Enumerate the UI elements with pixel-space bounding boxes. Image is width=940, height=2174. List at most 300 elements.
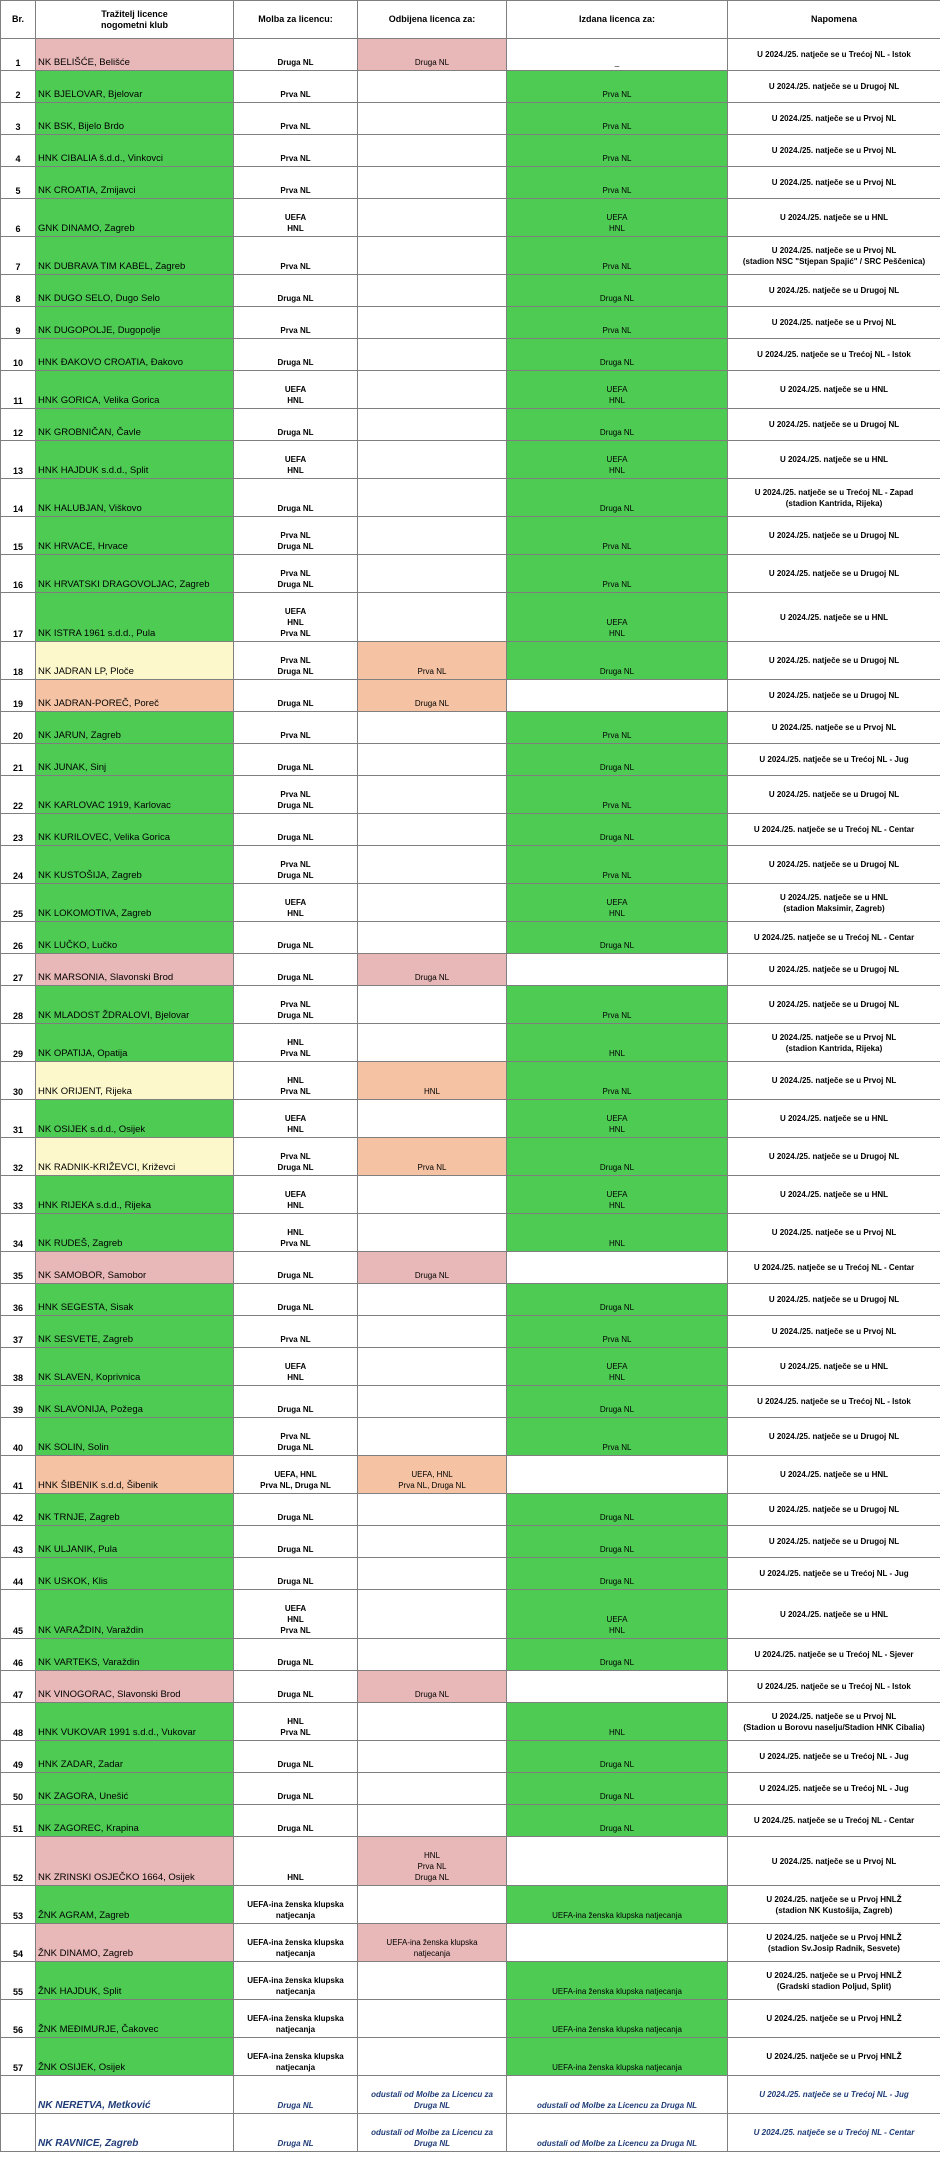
issued-license: Druga NL [507,479,728,517]
table-row [1,1962,940,2000]
rejected-license [358,517,507,555]
note: U 2024./25. natječe se u Trećoj NL - Jug [728,1773,940,1805]
note: U 2024./25. natječe se u Drugoj NL [728,517,940,555]
club-name: HNK ĐAKOVO CROATIA, Đakovo [36,339,234,371]
club-name: NK BSK, Bijelo Brdo [36,103,234,135]
applied-license: Prva NL Druga NL [234,517,358,555]
club-name: NK ULJANIK, Pula [36,1526,234,1558]
rejected-license [358,814,507,846]
note: U 2024./25. natječe se u HNL (stadion Maksimir, Zagreb) [728,884,940,922]
applied-license: Druga NL [234,1773,358,1805]
rejected-license: Druga NL [358,1671,507,1703]
applied-license: Druga NL [234,2114,358,2152]
rejected-license: Druga NL [358,680,507,712]
rejected-license [358,1316,507,1348]
note: U 2024./25. natječe se u Trećoj NL - Jug [728,744,940,776]
table-row [1,1138,940,1176]
table-row [1,1348,940,1386]
applied-license: UEFA-ina ženska klupska natjecanja [234,1962,358,2000]
issued-license [507,1837,728,1886]
note: U 2024./25. natječe se u Prvoj NL [728,1214,940,1252]
note: U 2024./25. natječe se u Drugoj NL [728,846,940,884]
rejected-license [358,1741,507,1773]
club-name: NK BJELOVAR, Bjelovar [36,71,234,103]
rejected-license: HNL [358,1062,507,1100]
row-number: 32 [1,1138,36,1176]
issued-license: Druga NL [507,1526,728,1558]
row-number: 44 [1,1558,36,1590]
rejected-license [358,2000,507,2038]
applied-license: Prva NL Druga NL [234,555,358,593]
issued-license: Prva NL [507,71,728,103]
table-row [1,1024,940,1062]
applied-license: Prva NL [234,103,358,135]
issued-license: Prva NL [507,1316,728,1348]
applied-license: Prva NL Druga NL [234,642,358,680]
applied-license: Prva NL [234,71,358,103]
applied-license: Druga NL [234,1558,358,1590]
note: U 2024./25. natječe se u Trećoj NL - Istok [728,1671,940,1703]
club-name: ŽNK MEĐIMURJE, Čakovec [36,2000,234,2038]
row-number: 41 [1,1456,36,1494]
row-number: 35 [1,1252,36,1284]
note: U 2024./25. natječe se u Trećoj NL - Jug [728,1741,940,1773]
issued-license: Druga NL [507,922,728,954]
note: U 2024./25. natječe se u Drugoj NL [728,71,940,103]
rejected-license [358,199,507,237]
note: U 2024./25. natječe se u Prvoj NL [728,167,940,199]
club-name: NK RAVNICE, Zagreb [36,2114,234,2152]
issued-license: Druga NL [507,744,728,776]
club-name: NK HALUBJAN, Viškovo [36,479,234,517]
table-row [1,371,940,409]
club-name: HNK SEGESTA, Sisak [36,1284,234,1316]
note: U 2024./25. natječe se u Prvoj NL (stadion Kantrida, Rijeka) [728,1024,940,1062]
note: U 2024./25. natječe se u Drugoj NL [728,776,940,814]
note: U 2024./25. natječe se u HNL [728,1348,940,1386]
table-row [1,339,940,371]
issued-license [507,1252,728,1284]
applied-license: Druga NL [234,2076,358,2114]
issued-license: Druga NL [507,409,728,441]
row-number: 50 [1,1773,36,1805]
note: U 2024./25. natječe se u Prvoj NL [728,307,940,339]
note: U 2024./25. natječe se u Prvoj HNLŽ [728,2000,940,2038]
rejected-license: Druga NL [358,954,507,986]
rejected-license [358,1639,507,1671]
applied-license: UEFA HNL [234,199,358,237]
issued-license [507,1924,728,1962]
row-number: 49 [1,1741,36,1773]
table-row [1,2114,940,2152]
issued-license: UEFA HNL [507,1348,728,1386]
club-name: NK KARLOVAC 1919, Karlovac [36,776,234,814]
rejected-license [358,479,507,517]
row-number: 43 [1,1526,36,1558]
issued-license: Prva NL [507,167,728,199]
rejected-license [358,1703,507,1741]
rejected-license: odustali od Molbe za Licencu za Druga NL [358,2076,507,2114]
applied-license: Prva NL [234,237,358,275]
row-number: 11 [1,371,36,409]
rejected-license [358,1773,507,1805]
header-no: Br. [1,1,36,39]
issued-license: UEFA-ina ženska klupska natjecanja [507,2038,728,2076]
applied-license: Druga NL [234,339,358,371]
table-row [1,1558,940,1590]
table-row [1,954,940,986]
issued-license: _ [507,39,728,71]
issued-license: Prva NL [507,712,728,744]
row-number: 12 [1,409,36,441]
table-row [1,1252,940,1284]
applied-license: Prva NL Druga NL [234,1138,358,1176]
rejected-license [358,846,507,884]
row-number: 1 [1,39,36,71]
club-name: NK CROATIA, Zmijavci [36,167,234,199]
rejected-license [358,1494,507,1526]
club-name: NK GROBNIČAN, Čavle [36,409,234,441]
applied-license: UEFA HNL [234,884,358,922]
rejected-license: HNL Prva NL Druga NL [358,1837,507,1886]
table-row [1,1741,940,1773]
issued-license: Prva NL [507,846,728,884]
row-number: 7 [1,237,36,275]
applied-license: HNL Prva NL [234,1024,358,1062]
row-number: 39 [1,1386,36,1418]
issued-license: UEFA HNL [507,441,728,479]
note: U 2024./25. natječe se u Trećoj NL - Jug [728,1558,940,1590]
rejected-license [358,167,507,199]
table-row [1,1639,940,1671]
applied-license: UEFA HNL Prva NL [234,1590,358,1639]
table-row [1,884,940,922]
issued-license: HNL [507,1024,728,1062]
issued-license: Prva NL [507,555,728,593]
note: U 2024./25. natječe se u Trećoj NL - Zapad (stadion Kantrida, Rijeka) [728,479,940,517]
note: U 2024./25. natječe se u HNL [728,199,940,237]
row-number: 31 [1,1100,36,1138]
header-row [1,1,940,39]
applied-license: Prva NL [234,135,358,167]
table-row [1,135,940,167]
row-number: 22 [1,776,36,814]
table-row [1,71,940,103]
note: U 2024./25. natječe se u Drugoj NL [728,680,940,712]
row-number: 28 [1,986,36,1024]
rejected-license [358,1176,507,1214]
rejected-license [358,1214,507,1252]
row-number: 18 [1,642,36,680]
table-row [1,712,940,744]
table-row [1,846,940,884]
club-name: NK JARUN, Zagreb [36,712,234,744]
applied-license: Druga NL [234,1494,358,1526]
rejected-license [358,1284,507,1316]
table-row [1,1456,940,1494]
applied-license: Prva NL Druga NL [234,1418,358,1456]
rejected-license [358,1805,507,1837]
table-row [1,1703,940,1741]
note: U 2024./25. natječe se u HNL [728,371,940,409]
club-name: ŽNK HAJDUK, Split [36,1962,234,2000]
issued-license: UEFA HNL [507,199,728,237]
club-name: NK KUSTOŠIJA, Zagreb [36,846,234,884]
applied-license: HNL [234,1837,358,1886]
club-name: NK SLAVONIJA, Požega [36,1386,234,1418]
row-number: 26 [1,922,36,954]
club-name: HNK ŠIBENIK s.d.d, Šibenik [36,1456,234,1494]
table-row [1,479,940,517]
table-row [1,814,940,846]
table-row [1,1062,940,1100]
issued-license: HNL [507,1703,728,1741]
note: U 2024./25. natječe se u Prvoj HNLŽ (Gradski stadion Poljud, Split) [728,1962,940,2000]
issued-license: Prva NL [507,986,728,1024]
table-row [1,680,940,712]
note: U 2024./25. natječe se u Trećoj NL - Centar [728,1252,940,1284]
note: U 2024./25. natječe se u Drugoj NL [728,1418,940,1456]
club-name: NK NERETVA, Metković [36,2076,234,2114]
row-number: 3 [1,103,36,135]
issued-license: Druga NL [507,1773,728,1805]
row-number: 8 [1,275,36,307]
club-name: HNK GORICA, Velika Gorica [36,371,234,409]
table-row [1,642,940,680]
row-number: 37 [1,1316,36,1348]
applied-license: Druga NL [234,1252,358,1284]
row-number: 14 [1,479,36,517]
rejected-license [358,1100,507,1138]
note: U 2024./25. natječe se u Trećoj NL - Istok [728,1386,940,1418]
applied-license: Prva NL Druga NL [234,846,358,884]
table-row [1,744,940,776]
club-name: NK JADRAN-POREČ, Poreč [36,680,234,712]
rejected-license: UEFA, HNL Prva NL, Druga NL [358,1456,507,1494]
issued-license: UEFA-ina ženska klupska natjecanja [507,2000,728,2038]
table-row [1,986,940,1024]
rejected-license [358,371,507,409]
issued-license: UEFA HNL [507,1590,728,1639]
club-name: NK RADNIK-KRIŽEVCI, Križevci [36,1138,234,1176]
rejected-license [358,1886,507,1924]
club-name: NK SESVETE, Zagreb [36,1316,234,1348]
row-number: 54 [1,1924,36,1962]
applied-license: Druga NL [234,922,358,954]
row-number: 52 [1,1837,36,1886]
rejected-license [358,593,507,642]
club-name: NK RUDEŠ, Zagreb [36,1214,234,1252]
club-name: HNK ZADAR, Zadar [36,1741,234,1773]
rejected-license: Prva NL [358,1138,507,1176]
row-number [1,2114,36,2152]
note: U 2024./25. natječe se u HNL [728,593,940,642]
table-row [1,1924,940,1962]
club-name: NK VINOGORAC, Slavonski Brod [36,1671,234,1703]
issued-license: Druga NL [507,1386,728,1418]
rejected-license [358,1962,507,2000]
club-name: NK MARSONIA, Slavonski Brod [36,954,234,986]
row-number: 16 [1,555,36,593]
note: U 2024./25. natječe se u Trećoj NL - Centar [728,2114,940,2152]
club-name: NK DUBRAVA TIM KABEL, Zagreb [36,237,234,275]
applied-license: Druga NL [234,39,358,71]
note: U 2024./25. natječe se u Drugoj NL [728,1284,940,1316]
row-number: 40 [1,1418,36,1456]
table-row [1,1494,940,1526]
note: U 2024./25. natječe se u Trećoj NL - Jug [728,2076,940,2114]
table-row [1,1284,940,1316]
note: U 2024./25. natječe se u HNL [728,1176,940,1214]
row-number: 38 [1,1348,36,1386]
note: U 2024./25. natječe se u Trećoj NL - Centar [728,922,940,954]
table-row [1,1886,940,1924]
club-name: NK JADRAN LP, Ploče [36,642,234,680]
rejected-license: odustali od Molbe za Licencu za Druga NL [358,2114,507,2152]
applied-license: UEFA HNL [234,371,358,409]
applied-license: Druga NL [234,1526,358,1558]
club-name: NK USKOK, Klis [36,1558,234,1590]
table-row [1,39,940,71]
club-name: NK BELIŠĆE, Belišće [36,39,234,71]
rejected-license [358,1590,507,1639]
row-number: 57 [1,2038,36,2076]
note: U 2024./25. natječe se u Prvoj NL (Stadion u Borovu naselju/Stadion HNK Cibalia) [728,1703,940,1741]
table-row [1,922,940,954]
rejected-license [358,1348,507,1386]
row-number: 4 [1,135,36,167]
issued-license: Druga NL [507,1805,728,1837]
table-row [1,167,940,199]
rejected-license [358,339,507,371]
table-row [1,1316,940,1348]
applied-license: Druga NL [234,1639,358,1671]
club-name: NK OPATIJA, Opatija [36,1024,234,1062]
note: U 2024./25. natječe se u HNL [728,1590,940,1639]
applied-license: Druga NL [234,1741,358,1773]
note: U 2024./25. natječe se u Drugoj NL [728,954,940,986]
note: U 2024./25. natječe se u Drugoj NL [728,409,940,441]
note: U 2024./25. natječe se u Prvoj NL (stadion NSC "Stjepan Spajić" / SRC Peščenica) [728,237,940,275]
applied-license: Druga NL [234,1805,358,1837]
issued-license: Druga NL [507,1639,728,1671]
note: U 2024./25. natječe se u Prvoj HNLŽ [728,2038,940,2076]
table-row [1,1805,940,1837]
club-name: GNK DINAMO, Zagreb [36,199,234,237]
rejected-license [358,307,507,339]
rejected-license [358,922,507,954]
table-row [1,409,940,441]
note: U 2024./25. natječe se u Prvoj NL [728,1837,940,1886]
row-number: 5 [1,167,36,199]
applied-license: UEFA-ina ženska klupska natjecanja [234,2038,358,2076]
table-row [1,1590,940,1639]
club-name: NK KURILOVEC, Velika Gorica [36,814,234,846]
note: U 2024./25. natječe se u Drugoj NL [728,1138,940,1176]
applied-license: Druga NL [234,275,358,307]
row-number: 36 [1,1284,36,1316]
club-name: NK HRVACE, Hrvace [36,517,234,555]
table-row [1,555,940,593]
note: U 2024./25. natječe se u Drugoj NL [728,1526,940,1558]
table-row [1,2038,940,2076]
table-row [1,1386,940,1418]
rejected-license: Prva NL [358,642,507,680]
table-row [1,1176,940,1214]
note: U 2024./25. natječe se u Drugoj NL [728,642,940,680]
club-name: NK HRVATSKI DRAGOVOLJAC, Zagreb [36,555,234,593]
rejected-license [358,409,507,441]
applied-license: Druga NL [234,409,358,441]
applied-license: Druga NL [234,479,358,517]
rejected-license [358,2038,507,2076]
applied-license: UEFA-ina ženska klupska natjecanja [234,2000,358,2038]
header-issued: Izdana licenca za: [507,1,728,39]
club-name: HNK HAJDUK s.d.d., Split [36,441,234,479]
issued-license: UEFA HNL [507,371,728,409]
table-row [1,1773,940,1805]
club-name: NK MLADOST ŽDRALOVI, Bjelovar [36,986,234,1024]
club-name: NK OSIJEK s.d.d., Osijek [36,1100,234,1138]
table-row [1,275,940,307]
issued-license: Prva NL [507,237,728,275]
note: U 2024./25. natječe se u HNL [728,1456,940,1494]
table-row [1,517,940,555]
applied-license: UEFA HNL [234,441,358,479]
rejected-license [358,712,507,744]
applied-license: UEFA HNL Prva NL [234,593,358,642]
note: U 2024./25. natječe se u Prvoj NL [728,103,940,135]
applied-license: Prva NL Druga NL [234,776,358,814]
row-number: 25 [1,884,36,922]
row-number: 51 [1,1805,36,1837]
rejected-license [358,135,507,167]
applied-license: UEFA HNL [234,1100,358,1138]
table-row [1,1418,940,1456]
issued-license [507,1456,728,1494]
rejected-license [358,744,507,776]
issued-license: HNL [507,1214,728,1252]
applied-license: Druga NL [234,1671,358,1703]
table-row [1,307,940,339]
club-name: NK DUGO SELO, Dugo Selo [36,275,234,307]
row-number: 56 [1,2000,36,2038]
rejected-license [358,776,507,814]
note: U 2024./25. natječe se u Trećoj NL - Istok [728,39,940,71]
row-number: 47 [1,1671,36,1703]
club-name: HNK CIBALIA š.d.d., Vinkovci [36,135,234,167]
header-applied: Molba za licencu: [234,1,358,39]
issued-license: UEFA HNL [507,1100,728,1138]
applied-license: HNL Prva NL [234,1062,358,1100]
row-number: 20 [1,712,36,744]
applied-license: Prva NL [234,167,358,199]
club-name: ŽNK AGRAM, Zagreb [36,1886,234,1924]
rejected-license [358,71,507,103]
club-name: NK ZAGORA, Unešić [36,1773,234,1805]
row-number: 19 [1,680,36,712]
rejected-license [358,441,507,479]
applied-license: Druga NL [234,954,358,986]
rejected-license [358,237,507,275]
rejected-license: Druga NL [358,39,507,71]
note: U 2024./25. natječe se u Prvoj HNLŽ (stadion Sv.Josip Radnik, Sesvete) [728,1924,940,1962]
rejected-license: Druga NL [358,1252,507,1284]
issued-license: UEFA HNL [507,884,728,922]
applied-license: Prva NL [234,307,358,339]
club-name: NK SAMOBOR, Samobor [36,1252,234,1284]
row-number: 10 [1,339,36,371]
